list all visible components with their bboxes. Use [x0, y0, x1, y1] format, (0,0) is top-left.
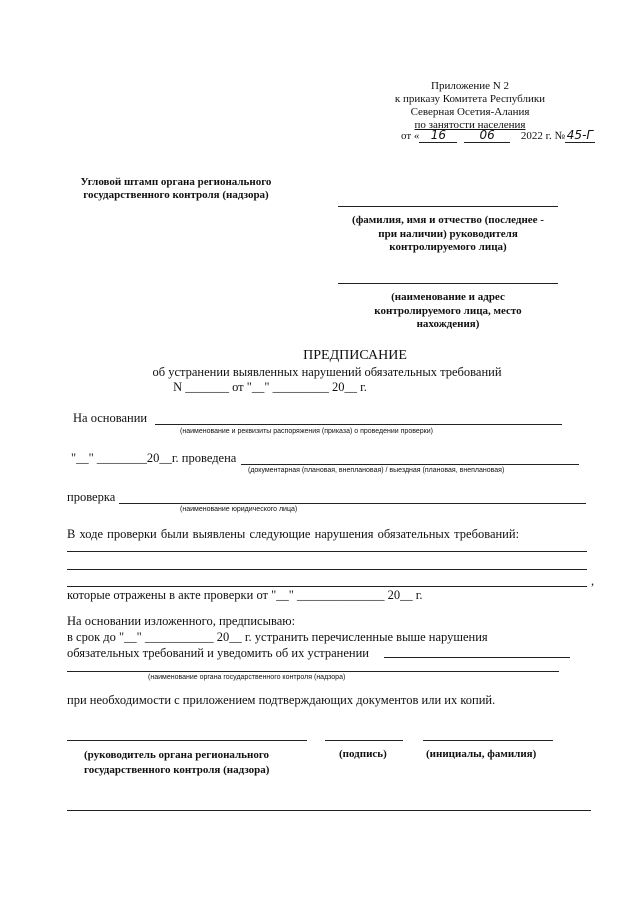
violations-line-2 — [67, 569, 587, 570]
document-number-line: N _______ от "__" _________ 20__ г. — [173, 380, 367, 394]
addr-caption-line3: нахождения) — [416, 318, 480, 330]
basis-caption: (наименование и реквизиты распоряжения (приказа) о проведении проверки) — [180, 428, 433, 435]
conducted-date: "__" ________20__г. проведена — [71, 451, 237, 465]
corner-stamp — [66, 176, 286, 202]
violations-text: В ходе проверки были выявлены следующие нарушения обязательных требований: — [67, 527, 520, 541]
head-caption — [84, 748, 269, 778]
attachments-text: при необходимости с приложением подтверждающих документов или их копий. — [67, 693, 496, 707]
recipient-address-caption — [330, 291, 566, 332]
appendix-line2: к приказу Комитета Республики — [394, 93, 546, 105]
bottom-rule — [67, 810, 591, 811]
notify-line — [384, 657, 570, 658]
name-caption-line1: (фамилия, имя и отчество (последнее - — [352, 214, 544, 226]
check-type-caption: (документарная (плановая, внеплановая) / выездная (плановая, внеплановая) — [248, 467, 505, 474]
check-label: проверка — [67, 490, 116, 504]
document-title: ПРЕДПИСАНИЕ — [303, 348, 407, 363]
stamp-line2: государственного контроля (надзора) — [83, 189, 269, 201]
appendix-date-line — [401, 128, 595, 143]
violations-line-3 — [67, 586, 587, 587]
violations-line-1 — [67, 551, 587, 552]
date-day: 16 — [419, 128, 457, 143]
date-year: 2022 г. № — [520, 130, 565, 142]
prescribe-line2: в срок до "__" ___________ 20__ г. устранить перечисленные выше нарушения — [67, 630, 488, 644]
signature-caption: (подпись) — [339, 748, 387, 760]
date-prefix: от « — [401, 130, 420, 142]
initials-caption: (инициалы, фамилия) — [426, 748, 537, 760]
head-signature-line — [67, 740, 307, 741]
organ-caption: (наименование органа государственного контроля (надзора) — [148, 674, 346, 681]
entity-caption: (наименование юридического лица) — [180, 506, 298, 513]
appendix-line4: по занятости населения — [414, 119, 526, 131]
signature-line — [325, 740, 403, 741]
recipient-address-line — [338, 283, 558, 284]
check-type-line — [241, 464, 579, 465]
addr-caption-line1: (наименование и адрес — [391, 291, 505, 303]
addr-caption-line2: контролируемого лица, место — [374, 304, 522, 317]
appendix-line3: Северная Осетия-Алания — [410, 106, 530, 118]
head-caption-line1: (руководитель органа регионального — [84, 749, 270, 761]
prescription-block — [67, 613, 488, 661]
prescribe-line1: На основании изложенного, предписываю: — [67, 614, 296, 628]
head-caption-line2: государственного контроля (надзора) — [84, 764, 270, 776]
prescribe-line3: обязательных требований и уведомить об их устранении — [67, 646, 369, 660]
organ-line — [67, 671, 559, 672]
stamp-line1: Угловой штамп органа регионального — [80, 176, 272, 188]
document-subtitle: об устранении выявленных нарушений обязательных требований — [152, 365, 502, 379]
reflected-text: которые отражены в акте проверки от "__" ______________ 20__ г. — [67, 588, 423, 602]
order-number: 45-Г — [566, 128, 594, 142]
appendix-block — [380, 80, 560, 132]
basis-field-line — [155, 424, 562, 425]
name-caption-line2: при наличии) руководителя — [378, 227, 518, 240]
initials-line — [423, 740, 553, 741]
entity-line — [119, 503, 586, 504]
recipient-name-caption — [330, 214, 566, 255]
recipient-name-line — [338, 206, 558, 207]
date-month: 06 — [464, 128, 510, 143]
violations-comma: , — [591, 574, 595, 588]
appendix-line1: Приложение N 2 — [431, 80, 509, 92]
name-caption-line3: контролируемого лица) — [389, 241, 507, 253]
basis-label: На основании — [73, 411, 148, 425]
